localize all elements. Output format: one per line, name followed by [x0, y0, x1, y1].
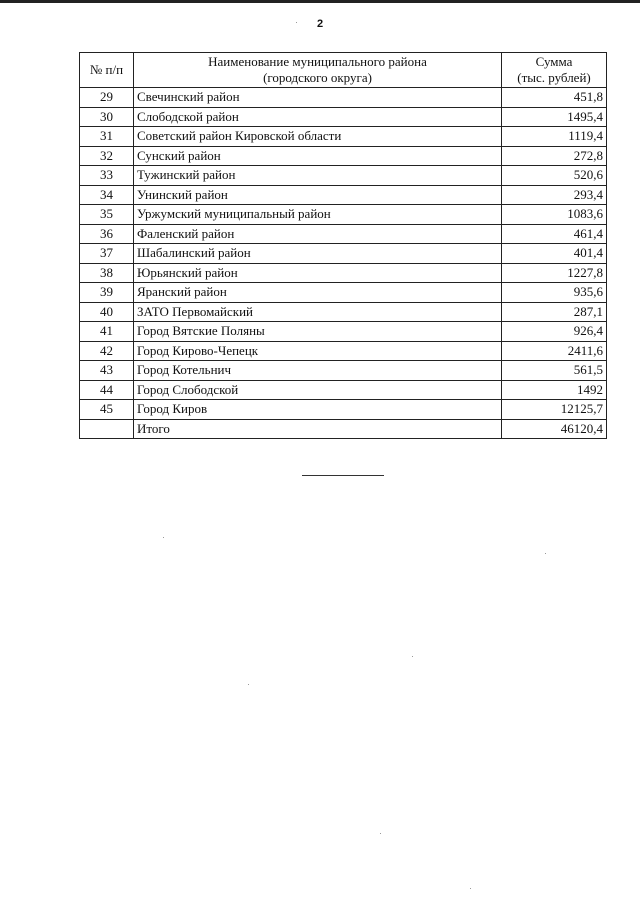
header-name-line2: (городского округа) [263, 70, 372, 85]
header-name-line1: Наименование муниципального района [208, 54, 427, 69]
table-row [80, 341, 607, 361]
scan-speck [545, 553, 546, 554]
row-number: 37 [80, 244, 134, 264]
table-row [80, 185, 607, 205]
row-number: 33 [80, 166, 134, 186]
row-name: Город Кирово-Чепецк [134, 341, 502, 361]
top-border-line [0, 0, 640, 3]
row-number: 36 [80, 224, 134, 244]
table-row [80, 224, 607, 244]
row-sum: 1227,8 [502, 263, 607, 283]
table-row [80, 205, 607, 225]
header-name [134, 53, 502, 88]
header-number: № п/п [80, 53, 134, 88]
table-row [80, 361, 607, 381]
row-sum: 926,4 [502, 322, 607, 342]
row-name: Тужинский район [134, 166, 502, 186]
row-sum: 935,6 [502, 283, 607, 303]
row-name: Советский район Кировской области [134, 127, 502, 147]
row-number: 31 [80, 127, 134, 147]
row-number: 34 [80, 185, 134, 205]
row-sum: 2411,6 [502, 341, 607, 361]
row-name: Фаленский район [134, 224, 502, 244]
row-sum: 1119,4 [502, 127, 607, 147]
row-sum: 287,1 [502, 302, 607, 322]
row-sum: 461,4 [502, 224, 607, 244]
table-row [80, 166, 607, 186]
row-number: 30 [80, 107, 134, 127]
row-number: 43 [80, 361, 134, 381]
table-total-row [80, 419, 607, 439]
row-sum: 1083,6 [502, 205, 607, 225]
table-row [80, 146, 607, 166]
row-sum: 272,8 [502, 146, 607, 166]
row-number: 40 [80, 302, 134, 322]
table-row [80, 244, 607, 264]
row-sum: 12125,7 [502, 400, 607, 420]
table-row [80, 127, 607, 147]
total-number-cell [80, 419, 134, 439]
row-sum: 1492 [502, 380, 607, 400]
table-row [80, 322, 607, 342]
row-number: 41 [80, 322, 134, 342]
row-sum: 561,5 [502, 361, 607, 381]
scan-speck [470, 888, 471, 889]
header-sum [502, 53, 607, 88]
scan-speck [248, 684, 249, 685]
table-row [80, 88, 607, 108]
row-number: 42 [80, 341, 134, 361]
total-sum: 46120,4 [502, 419, 607, 439]
row-number: 39 [80, 283, 134, 303]
row-sum: 293,4 [502, 185, 607, 205]
table-row [80, 263, 607, 283]
header-sum-line1: Сумма [535, 54, 573, 69]
scan-speck [412, 656, 413, 657]
table-row [80, 380, 607, 400]
row-name: Слободской район [134, 107, 502, 127]
row-name: Город Котельнич [134, 361, 502, 381]
row-number: 32 [80, 146, 134, 166]
table-header-row [80, 53, 607, 88]
scan-speck [163, 537, 164, 538]
row-name: Уржумский муниципальный район [134, 205, 502, 225]
row-name: Город Киров [134, 400, 502, 420]
row-sum: 401,4 [502, 244, 607, 264]
row-number: 38 [80, 263, 134, 283]
total-label: Итого [134, 419, 502, 439]
row-name: Шабалинский район [134, 244, 502, 264]
row-sum: 1495,4 [502, 107, 607, 127]
row-sum: 451,8 [502, 88, 607, 108]
row-name: Яранский район [134, 283, 502, 303]
row-number: 29 [80, 88, 134, 108]
header-sum-line2: (тыс. рублей) [517, 70, 591, 85]
table-row [80, 107, 607, 127]
row-name: Унинский район [134, 185, 502, 205]
page-number: 2 [316, 18, 324, 30]
scan-speck [380, 833, 381, 834]
table-row [80, 400, 607, 420]
table-row [80, 283, 607, 303]
row-sum: 520,6 [502, 166, 607, 186]
row-name: Город Вятские Поляны [134, 322, 502, 342]
row-number: 44 [80, 380, 134, 400]
row-name: Свечинский район [134, 88, 502, 108]
scan-speck [296, 22, 297, 23]
row-name: ЗАТО Первомайский [134, 302, 502, 322]
table-row [80, 302, 607, 322]
row-name: Город Слободской [134, 380, 502, 400]
allocation-table [79, 52, 607, 439]
row-number: 45 [80, 400, 134, 420]
row-name: Юрьянский район [134, 263, 502, 283]
row-number: 35 [80, 205, 134, 225]
table-body [80, 88, 607, 420]
row-name: Сунский район [134, 146, 502, 166]
end-of-document-line [302, 475, 384, 476]
